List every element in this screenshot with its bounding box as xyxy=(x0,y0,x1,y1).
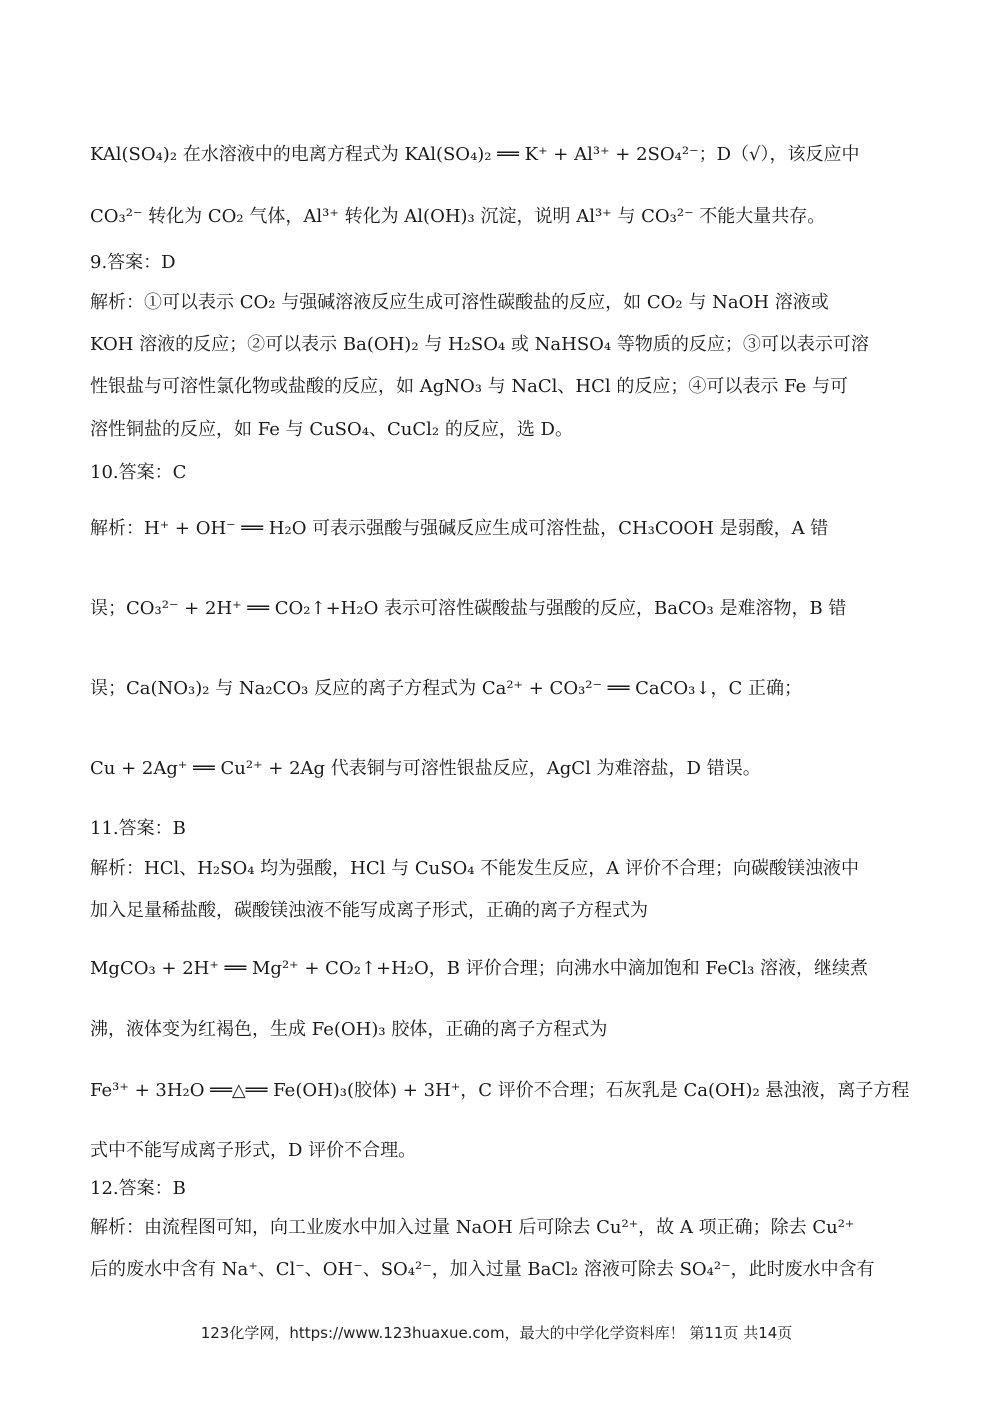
text-line: 解析：由流程图可知，向工业废水中加入过量 NaOH 后可除去 Cu²⁺，故 A 项正确；除去 Cu²⁺ xyxy=(90,1217,855,1238)
text-line: KOH 溶液的反应；②可以表示 Ba(OH)₂ 与 H₂SO₄ 或 NaHSO₄ 等物质的反应；③可以表示可溶 xyxy=(90,334,869,355)
answer-heading-12: 12.答案：B xyxy=(90,1178,186,1199)
text-line: CO₃²⁻ 转化为 CO₂ 气体，Al³⁺ 转化为 Al(OH)₃ 沉淀，说明 Al³⁺ 与 CO₃²⁻ 不能大量共存。 xyxy=(90,206,826,227)
answer-heading-11: 11.答案：B xyxy=(90,818,186,839)
answer-heading-10: 10.答案：C xyxy=(90,462,187,483)
text-line: 误；CO₃²⁻ + 2H⁺ ══ CO₂↑+H₂O 表示可溶性碳酸盐与强酸的反应，BaCO₃ 是难溶物，B 错 xyxy=(90,598,847,619)
text-line: 沸，液体变为红褐色，生成 Fe(OH)₃ 胶体，正确的离子方程式为 xyxy=(90,1019,608,1040)
text-line: 后的废水中含有 Na⁺、Cl⁻、OH⁻、SO₄²⁻，加入过量 BaCl₂ 溶液可除去 SO₄²⁻，此时废水中含有 xyxy=(90,1259,875,1280)
text-line: 解析：HCl、H₂SO₄ 均为强酸，HCl 与 CuSO₄ 不能发生反应，A 评价不合理；向碳酸镁浊液中 xyxy=(90,858,859,879)
text-line: Fe³⁺ + 3H₂O ══△══ Fe(OH)₃(胶体) + 3H⁺，C 评价不合理；石灰乳是 Ca(OH)₂ 悬浊液，离子方程 xyxy=(90,1080,910,1101)
answer-heading-9: 9.答案：D xyxy=(90,252,176,273)
text-line: 解析：①可以表示 CO₂ 与强碱溶液反应生成可溶性碳酸盐的反应，如 CO₂ 与 NaOH 溶液或 xyxy=(90,292,829,313)
text-line: MgCO₃ + 2H⁺ ══ Mg²⁺ + CO₂↑+H₂O，B 评价合理；向沸水中滴加饱和 FeCl₃ 溶液，继续煮 xyxy=(90,958,869,979)
page-footer: 123化学网，https://www.123huaxue.com，最大的中学化学资料库！ 第11页 共14页 xyxy=(200,1324,793,1342)
text-line: 式中不能写成离子形式，D 评价不合理。 xyxy=(90,1140,417,1161)
text-line: 解析：H⁺ + OH⁻ ══ H₂O 可表示强酸与强碱反应生成可溶性盐，CH₃COOH 是弱酸，A 错 xyxy=(90,518,829,539)
text-line: 性银盐与可溶性氯化物或盐酸的反应，如 AgNO₃ 与 NaCl、HCl 的反应；④可以表示 Fe 与可 xyxy=(90,376,848,397)
text-line: 加入足量稀盐酸，碳酸镁浊液不能写成离子形式，正确的离子方程式为 xyxy=(90,900,648,921)
text-line: 溶性铜盐的反应，如 Fe 与 CuSO₄、CuCl₂ 的反应，选 D。 xyxy=(90,419,573,440)
text-line: Cu + 2Ag⁺ ══ Cu²⁺ + 2Ag 代表铜与可溶性银盐反应，AgCl 为难溶盐，D 错误。 xyxy=(90,758,761,779)
text-line: KAl(SO₄)₂ 在水溶液中的电离方程式为 KAl(SO₄)₂ ══ K⁺ + Al³⁺ + 2SO₄²⁻；D（√），该反应中 xyxy=(90,144,860,165)
text-line: 误；Ca(NO₃)₂ 与 Na₂CO₃ 反应的离子方程式为 Ca²⁺ + CO₃²⁻ ══ CaCO₃↓，C 正确； xyxy=(90,678,802,699)
